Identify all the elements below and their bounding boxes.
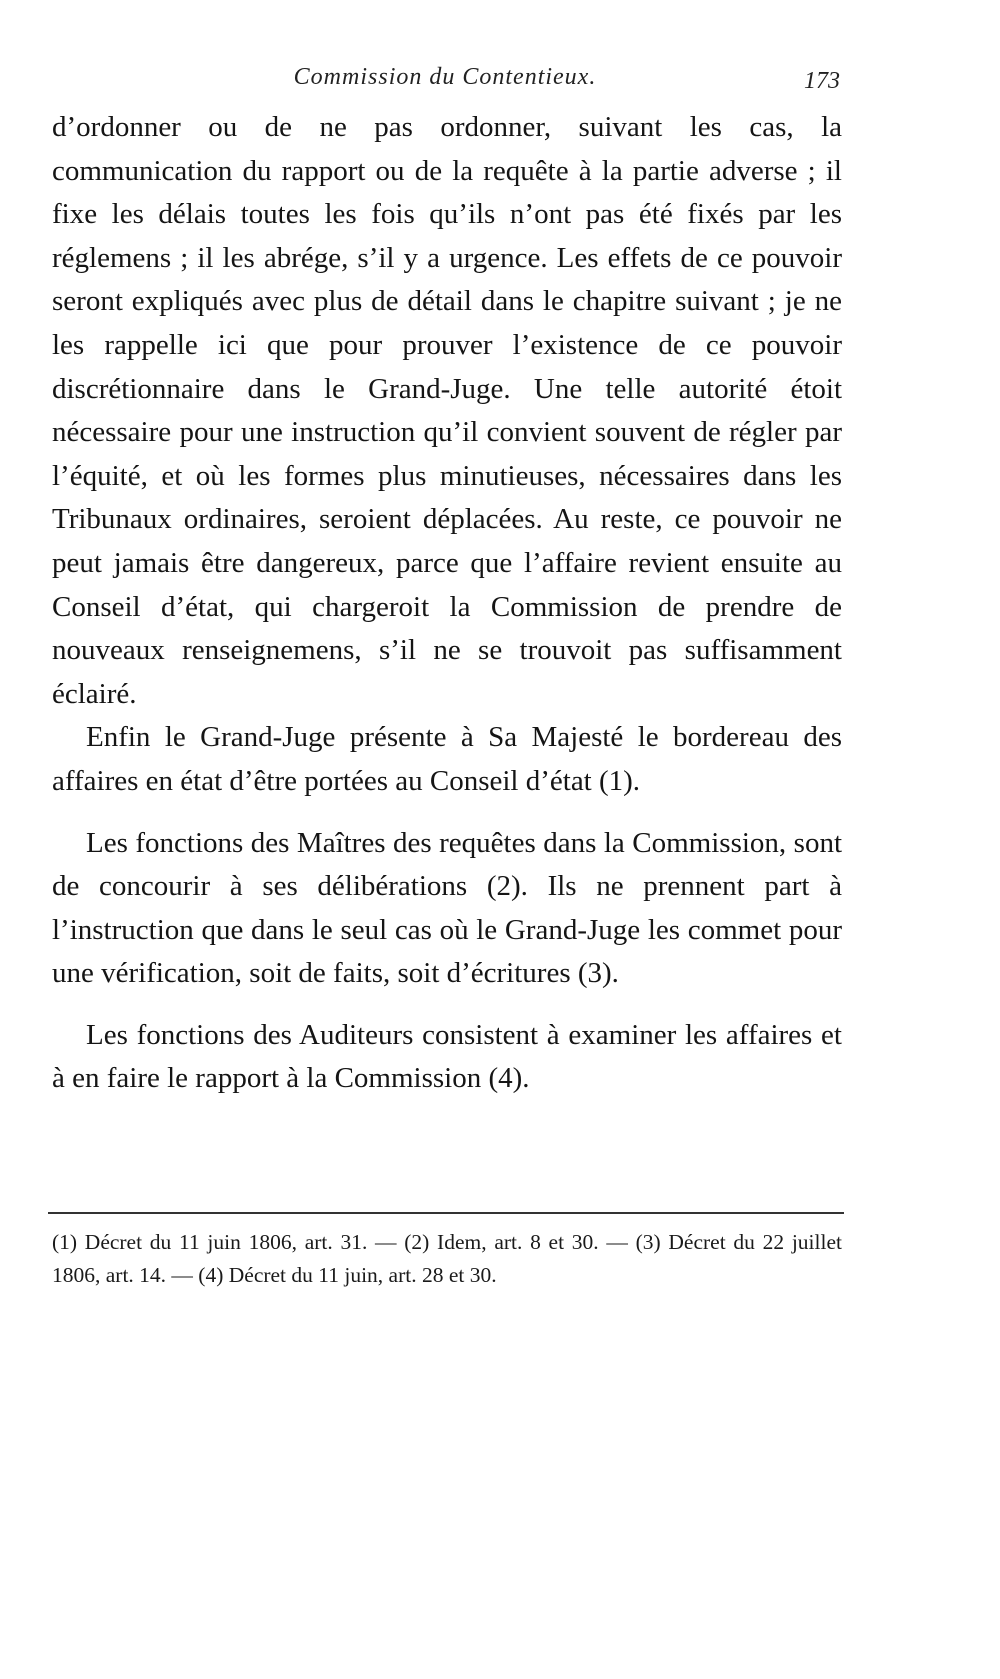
footnote-divider [48, 1212, 844, 1214]
paragraph-maitres-des-requetes: Les fonctions des Maîtres des requêtes dans la Commission, sont de concourir à ses délibérations (2). Ils ne prennent part à l’instruction que dans le seul cas où le Grand-Juge les commet pour une vérification, soit de faits, soit d’écritures (3). [52, 826, 842, 990]
footnote-text: (1) Décret du 11 juin 1806, art. 31. — (2) Idem, art. 8 et 30. — (3) Décret du 22 juillet 1806, art. 14. — (4) Décret du 11 juin, art. 28 et 30. [52, 1230, 842, 1287]
running-head [50, 64, 840, 104]
paragraph-bordereau: Enfin le Grand-Juge présente à Sa Majesté le bordereau des affaires en état d’être portées au Conseil d’état (1). [52, 721, 842, 797]
body-text [52, 106, 842, 1101]
footnotes [52, 1226, 842, 1292]
running-title: Commission du Contentieux. [293, 64, 597, 90]
page-number: 173 [804, 68, 840, 94]
paragraph-auditeurs: Les fonctions des Auditeurs consistent à examiner les affaires et à en faire le rapport à la Commission (4). [52, 1018, 842, 1095]
paragraph-continuation: d’ordonner ou de ne pas ordonner, suivant les cas, la communication du rapport ou de la requête à la partie adverse ; il fixe les délais toutes les fois qu’ils n’ont pas été fixés par les réglemens ; il les abrége, s’il y a urgence. Les effets de ce pouvoir seront expliqués avec plus de détail dans le chapitre suivant ; je ne les rappelle ici que pour prouver l’existence de ce pouvoir discrétionnaire dans le Grand-Juge. Une telle autorité étoit nécessaire pour une instruction qu’il convient souvent de régler par l’équité, et où les formes plus minutieuses, nécessaires dans les Tribunaux ordinaires, seroient déplacées. Au reste, ce pouvoir ne peut jamais être dangereux, parce que l’affaire revient ensuite au Conseil d’état, qui chargeroit la Commission de prendre de nouveaux renseignemens, s’il ne se trouvoit pas suffisamment éclairé. [52, 111, 842, 710]
